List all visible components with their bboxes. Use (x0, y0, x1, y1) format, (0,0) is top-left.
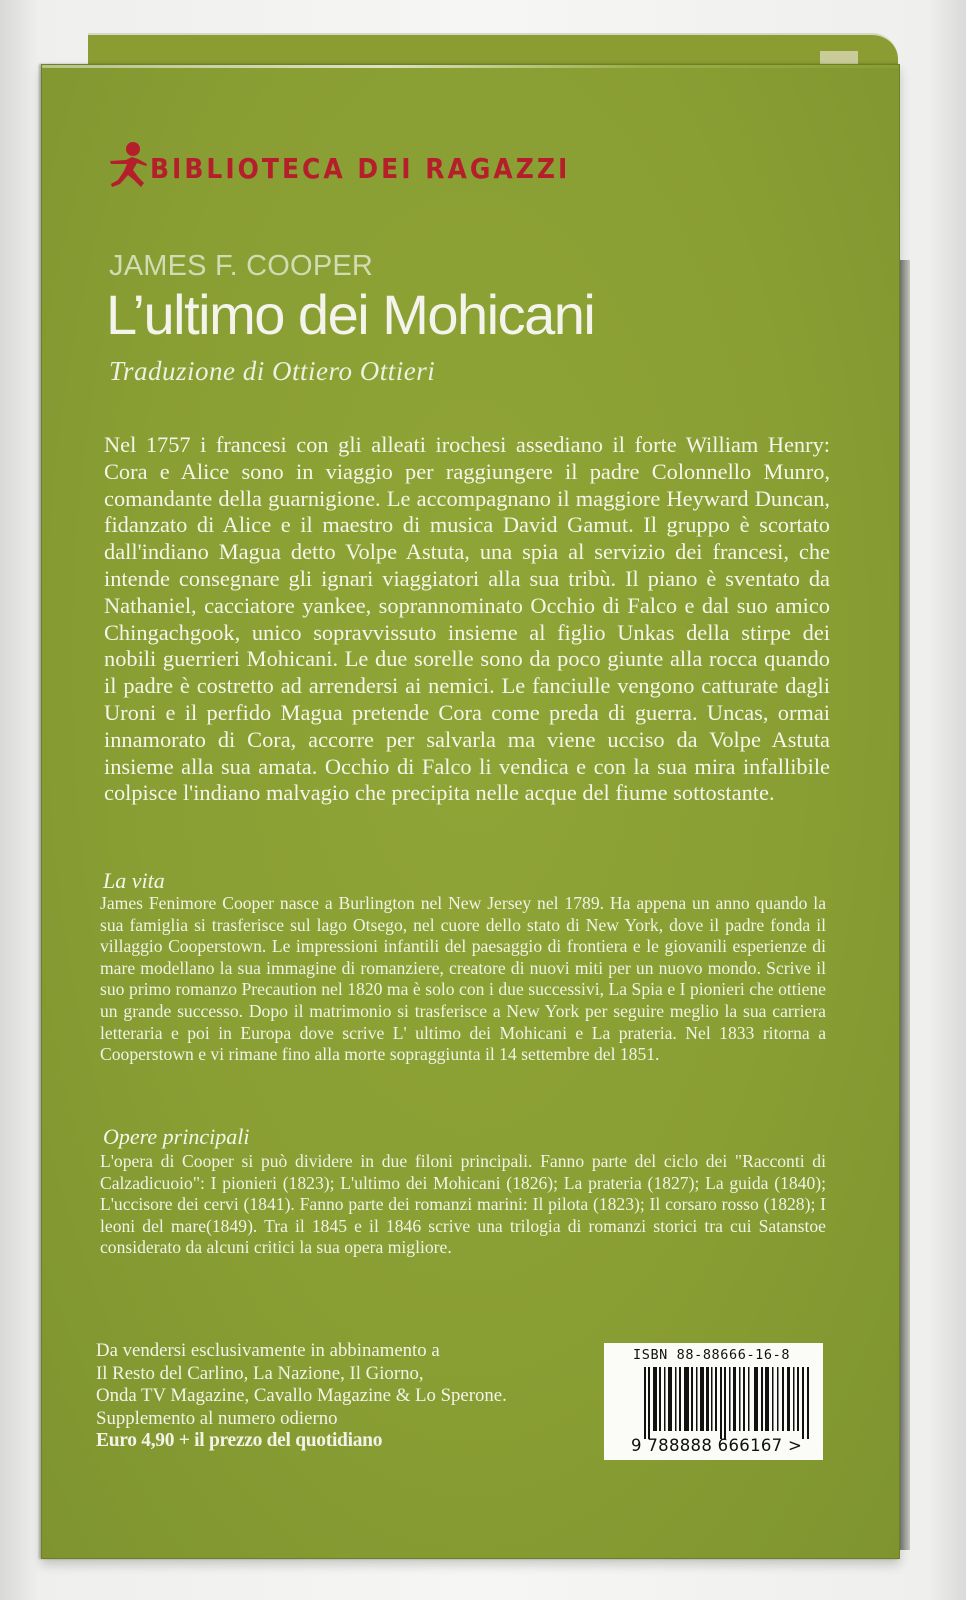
sale-line: Da vendersi esclusivamente in abbinamento a (96, 1340, 440, 1361)
translator-credit: Traduzione di Ottiero Ottieri (109, 356, 436, 386)
isbn-number: ISBN 88-88666-16-8 (633, 1347, 791, 1363)
sale-info (96, 1340, 596, 1453)
author-name: JAMES F. COOPER (109, 250, 374, 282)
sale-line: Onda TV Magazine, Cavallo Magazine & Lo Sperone. (96, 1385, 507, 1407)
book-title: L’ultimo dei Mohicani (106, 283, 595, 346)
cover-top-edge (42, 65, 899, 68)
barcode-icon (644, 1367, 812, 1439)
book-spine-edge (900, 260, 910, 1550)
ean-digits: 9 788888 666167 > (631, 1436, 803, 1455)
series-logo (108, 140, 570, 197)
price-line: Euro 4,90 + il prezzo del quotidiano (96, 1430, 383, 1452)
works-heading: Opere principali (103, 1124, 250, 1149)
life-body: James Fenimore Cooper nasce a Burlington nel New Jersey nel 1789. Ha appena un anno quando la sua famiglia si trasferisce sul lago Otsego, nel cuore dello stato di New York, dove il padre fonda il villaggio Cooperstown. Le impressioni infantili del paesaggio di frontiera e le giovanili esperienze di mare modellano la sua immagine di romanziere, creatore di nuovi miti per un nuovo mondo. Scrive il suo primo romanzo Precaution nel 1820 ma è solo con i due successivi, La Spia e I pionieri che ottiene un grande successo. Dopo il matrimonio si trasferisce a New York per seguire meglio la sua carriera letteraria e poi in Europa dove scrive L' ultimo dei Mohicani e La prateria. Nel 1833 ritorna a Cooperstown e vi rimane fino alla morte sopraggiunta il 14 settembre del 1851. (100, 893, 826, 1065)
series-name: BIBLIOTECA DEI RAGAZZI (150, 152, 571, 185)
life-heading: La vita (103, 868, 165, 893)
flap-label-strip (820, 51, 858, 65)
running-child-icon (108, 140, 148, 197)
synopsis-text: Nel 1757 i francesi con gli alleati irochesi assediano il forte William Henry: Cora e Alice sono in viaggio per raggiungere il padre Colonnello Munro, comandante della guarnigione. Le accompagnano il maggiore Heyward Duncan, fidanzato di Alice e il maestro di musica David Gamut. Il gruppo è scortato dall'indiano Magua detto Volpe Astuta, una spia al servizio dei francesi, che intende consegnare gli ignari viaggiatori alla sua tribù. Il piano è sventato da Nathaniel, cacciatore yankee, soprannominato Occhio di Falco e dal suo amico Chingachgook, unico sopravvissuto insieme al figlio Unkas della stirpe dei nobili guerrieri Mohicani. Le due sorelle sono da poco giunte alla rocca quando il padre è costretto ad arrendersi ai nemici. Le fanciulle vengono catturate dagli Uroni e il perfido Magua pretende Cora come preda di guerra. Uncas, ormai innamorato di Cora, accorre per salvarla ma viene ucciso da Volpe Astuta insieme alla sua amata. Occhio di Falco li vendica e con la sua mira infallibile colpisce l'indiano malvagio che precipita nelle acque del fiume sottostante. (104, 432, 830, 806)
works-body: L'opera di Cooper si può dividere in due filoni principali. Fanno parte del ciclo dei "Racconti di Calzadicuoio": I pionieri (1823); L'ultimo dei Mohicani (1826); La prateria (1827); La guida (1840); L'uccisore dei cervi (1841). Fanno parte dei romanzi marini: Il pilota (1823); Il corsaro rosso (1828); I leoni del mare(1849). Tra il 1845 e il 1846 scrive una trilogia di romanzi storici tra cui Satanstoe considerato da alcuni critici la sua opera migliore. (100, 1151, 826, 1258)
isbn-barcode-label (604, 1343, 823, 1460)
sale-line: Il Resto del Carlino, La Nazione, Il Giorno, (96, 1362, 424, 1384)
sale-line: Supplemento al numero odierno (96, 1407, 338, 1429)
